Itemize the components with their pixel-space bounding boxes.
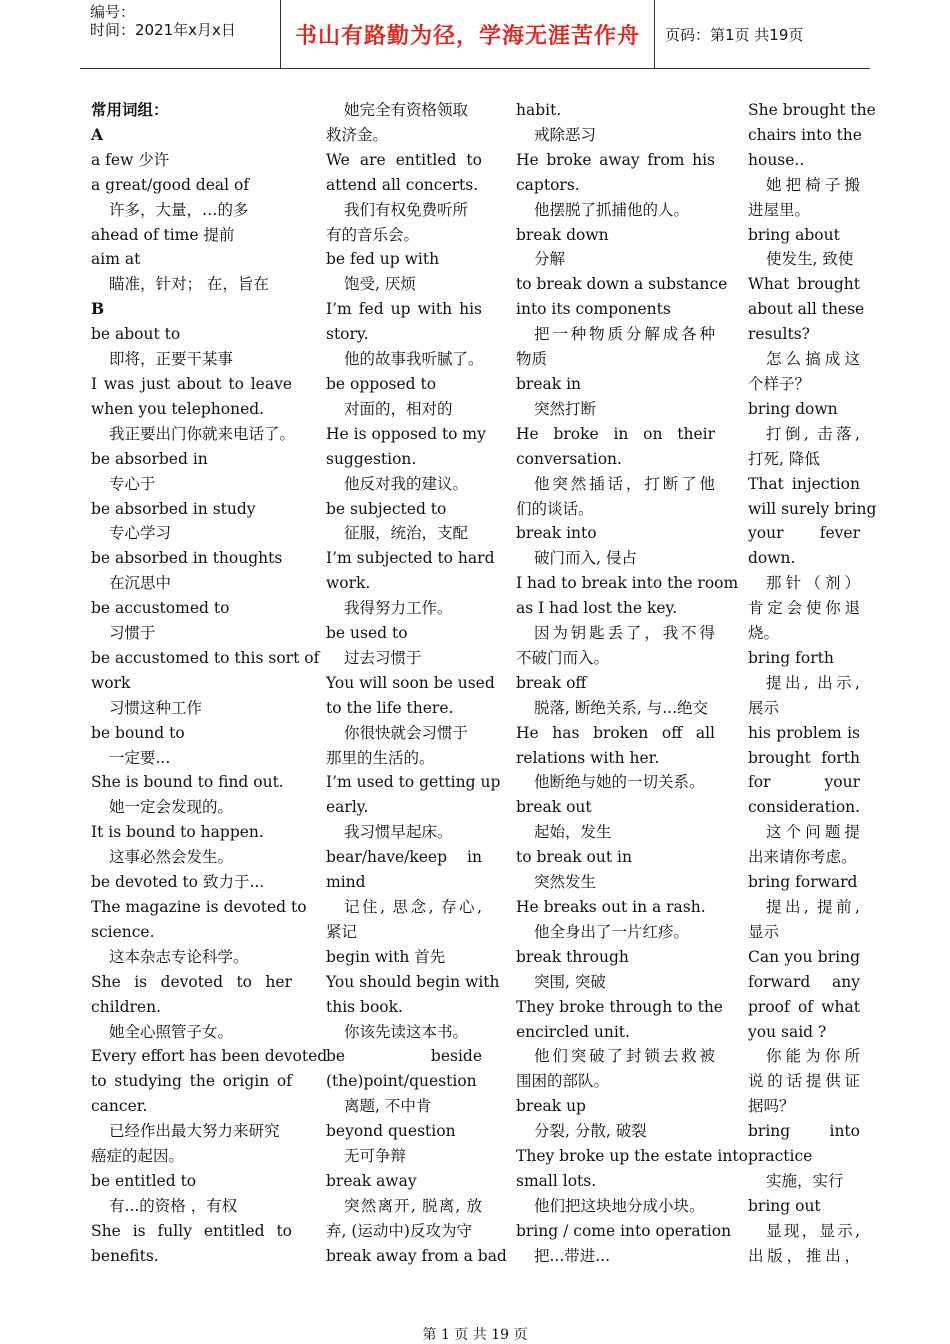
text-line: 突然离开, 脱离, 放 — [344, 1196, 482, 1215]
text-line: break up — [516, 1097, 586, 1116]
text-line: 我正要出门你就来电话了。 — [109, 424, 296, 443]
text-line: break out — [516, 798, 592, 817]
text-line: be bound to — [91, 723, 185, 742]
text-line: 那针（剂） — [766, 574, 860, 593]
text-line: encircled unit. — [516, 1022, 630, 1041]
text-line: work. — [326, 574, 371, 593]
text-line: He breaks out in a rash. — [516, 898, 706, 916]
text-line: 你能为你所 — [766, 1047, 860, 1066]
text-column-2 — [326, 98, 507, 1269]
page-footer: 第 1 页 共 19 页 — [422, 1327, 528, 1343]
text-line: down. — [748, 549, 796, 568]
text-line: 我得努力工作。 — [344, 599, 453, 618]
text-line: into its components — [516, 300, 671, 319]
text-line: 他摆脱了抓捕他的人。 — [534, 200, 690, 219]
text-line: You will soon be used — [326, 673, 495, 692]
text-line: bring forth — [748, 648, 834, 667]
text-line: a few 少许 — [91, 150, 170, 169]
text-line: You should begin with — [326, 972, 500, 991]
text-line: We are entitled to — [326, 150, 482, 169]
text-line: 她完全有资格领取 — [344, 101, 469, 119]
text-line: I’m fed up with his — [326, 300, 482, 319]
text-line: be opposed to — [326, 374, 437, 393]
text-line: 打死, 降低 — [748, 449, 820, 468]
text-line: 有的音乐会。 — [326, 225, 420, 244]
text-line: relations with her. — [516, 748, 660, 767]
header-meta — [80, 0, 281, 68]
text-line: She is fully entitled to — [91, 1221, 292, 1240]
text-line: break away from a bad — [326, 1246, 507, 1265]
text-line: 他全身出了一片红疹。 — [534, 922, 690, 941]
text-line: 提出, 提前, — [766, 898, 860, 916]
text-line: They broke up the estate into — [516, 1147, 748, 1166]
text-line: 过去习惯于 — [344, 648, 422, 667]
text-line: I had to break into the room — [516, 574, 739, 593]
text-line: be subjected to — [326, 499, 447, 518]
text-line: habit. — [516, 101, 562, 119]
text-line: 实施，实行 — [766, 1171, 844, 1190]
text-line: about all these — [748, 300, 865, 319]
text-line: break into — [516, 524, 597, 543]
text-line: He broke away from his — [516, 150, 715, 169]
text-line: be accustomed to this sort of — [91, 648, 320, 667]
text-line: be used to — [326, 624, 408, 643]
text-line: be accustomed to — [91, 599, 230, 618]
text-line: bring forward — [748, 873, 858, 892]
text-line: B — [91, 299, 105, 319]
text-line: mind — [326, 873, 366, 892]
text-line: A — [91, 124, 104, 144]
text-line: 一定要... — [109, 748, 171, 767]
text-line: 专心学习 — [109, 524, 172, 543]
text-line: begin with 首先 — [326, 947, 446, 966]
text-line: 怎么搞成这 — [766, 350, 860, 369]
text-line: They broke through to the — [516, 997, 723, 1016]
text-line: benefits. — [91, 1246, 159, 1265]
text-line: 他断绝与她的一切关系。 — [534, 773, 705, 792]
text-line: 这事必然会发生。 — [109, 848, 234, 867]
text-line: 突然发生 — [534, 873, 597, 892]
text-line: suggestion. — [326, 449, 417, 468]
text-line: attend all concerts. — [326, 175, 479, 194]
text-line: 癌症的起因。 — [91, 1147, 185, 1166]
text-line: will surely bring — [748, 499, 877, 518]
text-line: bring into — [748, 1122, 860, 1141]
text-line: to studying the origin of — [91, 1072, 292, 1091]
text-line: bring out — [748, 1196, 821, 1215]
text-line: 戒除恶习 — [534, 125, 597, 144]
text-line: story. — [326, 325, 369, 344]
text-line: you said ? — [748, 1022, 827, 1041]
text-line: 他们突破了封锁去救被 — [534, 1047, 715, 1066]
text-line: bring down — [748, 399, 838, 418]
text-line: 进屋里。 — [748, 200, 811, 219]
text-line: 分裂, 分散, 破裂 — [534, 1122, 647, 1141]
text-line: for your — [748, 773, 860, 792]
text-line: 许多，大量，…的多 — [109, 200, 249, 219]
text-line: break in — [516, 374, 582, 393]
text-line: be devoted to 致力于... — [91, 873, 265, 892]
text-line: a great/good deal of — [91, 175, 250, 194]
text-line: 她一定会发现的。 — [109, 798, 234, 817]
text-line: 他们把这块地分成小块。 — [534, 1196, 705, 1215]
text-line: That injection — [748, 474, 860, 493]
text-line: ahead of time 提前 — [91, 225, 235, 244]
text-line: 离题, 不中肯 — [344, 1097, 432, 1116]
text-line: 肯定会使你退 — [748, 599, 860, 618]
text-line: 常用词组： — [91, 100, 169, 119]
text-line: He has broken off all — [516, 723, 715, 742]
text-line: house.. — [748, 150, 805, 169]
text-line: 对面的，相对的 — [344, 399, 453, 418]
text-line: break off — [516, 673, 587, 692]
text-line: 他的故事我听腻了。 — [344, 350, 484, 369]
text-line: cancer. — [91, 1097, 148, 1116]
text-line: 个样子？ — [748, 374, 811, 393]
text-line: bring / come into operation — [516, 1221, 732, 1240]
text-line: 饱受, 厌烦 — [344, 275, 416, 294]
text-line: 提出, 出示, — [766, 673, 860, 692]
text-line: 把...带进... — [534, 1246, 611, 1265]
text-line: I’m subjected to hard — [326, 549, 495, 568]
text-line: 专心于 — [109, 474, 156, 493]
text-line: She is devoted to her — [91, 972, 292, 991]
text-line: 即将，正要干某事 — [109, 350, 234, 369]
text-line: I’m used to getting up — [326, 773, 501, 792]
text-line: 出版，推出， — [748, 1246, 860, 1265]
text-line: 打倒, 击落, — [766, 424, 860, 443]
text-line: to break out in — [516, 848, 632, 867]
text-line: break down — [516, 225, 609, 244]
text-column-3 — [516, 98, 748, 1269]
text-line: 救济金。 — [326, 125, 389, 144]
text-line: Can you bring — [748, 947, 860, 966]
text-line: 不破门而入。 — [516, 648, 610, 667]
text-line: 们的谈话。 — [516, 499, 594, 518]
text-line: He broke in on their — [516, 424, 715, 443]
text-line: 紧记 — [326, 922, 358, 941]
text-line: aim at — [91, 250, 141, 269]
text-line: 她把椅子搬 — [766, 175, 860, 194]
text-line: 这个问题提 — [766, 823, 860, 842]
text-line: She brought the — [748, 101, 876, 119]
text-line: 瞄准，针对； 在，旨在 — [109, 275, 269, 294]
text-line: It is bound to happen. — [91, 823, 264, 842]
text-line: 分解 — [534, 250, 566, 269]
text-line: break away — [326, 1171, 417, 1190]
text-line: be absorbed in — [91, 449, 208, 468]
text-line: beyond question — [326, 1122, 456, 1141]
text-line: 他突然插话，打断了他 — [534, 474, 715, 493]
text-line: science. — [91, 922, 155, 941]
text-line: results? — [748, 325, 810, 344]
text-line: 显示 — [748, 922, 780, 941]
text-line: 她全心照管子女。 — [109, 1022, 234, 1041]
text-line: 显现，显示, — [766, 1221, 860, 1240]
text-line: chairs into the — [748, 125, 862, 144]
text-line: bear/have/keep in — [326, 848, 482, 867]
text-line: work — [91, 673, 131, 692]
text-line: be fed up with — [326, 250, 440, 269]
text-column-4 — [748, 98, 877, 1269]
text-line: 因为钥匙丢了，我不得 — [534, 624, 715, 643]
text-line: forward any — [748, 972, 860, 991]
text-line: proof of what — [748, 997, 860, 1016]
text-line: 突然打断 — [534, 399, 597, 418]
text-line: brought forth — [748, 748, 860, 767]
text-line: be entitled to — [91, 1171, 197, 1190]
text-line: be beside — [326, 1047, 482, 1066]
text-line: 把一种物质分解成各种 — [534, 325, 715, 344]
text-line: 我们有权免费听所 — [344, 200, 469, 219]
text-line: 起始，发生 — [534, 823, 612, 842]
text-line: conversation. — [516, 449, 622, 468]
text-line: 征服，统治，支配 — [344, 524, 469, 543]
text-line: small lots. — [516, 1171, 597, 1190]
document-number-label: 编号： — [90, 3, 136, 21]
text-line: practice — [748, 1147, 813, 1166]
text-line: early. — [326, 798, 369, 817]
text-line: 你很快就会习惯于 — [344, 723, 469, 742]
text-line: consideration. — [748, 798, 861, 817]
text-line: 习惯这种工作 — [109, 698, 203, 717]
text-line: be absorbed in study — [91, 499, 256, 518]
text-line: 据吗？ — [748, 1097, 795, 1116]
text-line: 在沉思中 — [109, 574, 172, 593]
text-line: 弃, (运动中)反攻为守 — [326, 1221, 472, 1240]
text-line: I was just about to leave — [91, 374, 292, 393]
text-line: 围困的部队。 — [516, 1072, 610, 1091]
text-line: 使发生, 致使 — [766, 250, 854, 269]
page-header — [80, 0, 870, 69]
text-line: captors. — [516, 175, 580, 194]
text-line: his problem is — [748, 723, 860, 742]
text-line: 他反对我的建议。 — [344, 474, 469, 493]
text-line: when you telephoned. — [91, 399, 265, 418]
text-line: children. — [91, 997, 161, 1016]
text-line: 脱落, 断绝关系, 与...绝交 — [534, 698, 708, 717]
text-line: your fever — [748, 524, 860, 543]
text-line: break through — [516, 947, 629, 966]
text-line: He is opposed to my — [326, 424, 486, 443]
text-line: to the life there. — [326, 698, 454, 717]
text-line: 这本杂志专论科学。 — [109, 947, 249, 966]
text-line: What brought — [748, 275, 860, 294]
header-motto: 书山有路勤为径，学海无涯苦作舟 — [281, 0, 655, 68]
text-line: 习惯于 — [109, 624, 156, 643]
text-line: 展示 — [748, 698, 780, 717]
document-time-label: 时间：2021年x月x日 — [90, 21, 236, 39]
text-line: 记住, 思念, 存心, — [344, 898, 482, 916]
text-line: 出来请你考虑。 — [748, 848, 857, 867]
text-line: 已经作出最大努力来研究 — [109, 1122, 280, 1141]
text-line: 无可争辩 — [344, 1147, 407, 1166]
text-line: as I had lost the key. — [516, 599, 678, 618]
text-line: be absorbed in thoughts — [91, 549, 283, 568]
text-column-1 — [91, 98, 328, 1269]
header-page-info: 页码：第1页 共19页 — [665, 25, 804, 44]
text-line: She is bound to find out. — [91, 773, 284, 792]
text-line: 你该先读这本书。 — [344, 1022, 469, 1041]
text-line: The magazine is devoted to — [91, 898, 307, 916]
text-line: (the)point/question — [326, 1072, 477, 1091]
text-line: 破门而入, 侵占 — [534, 549, 637, 568]
text-line: to break down a substance — [516, 275, 728, 294]
text-line: 说的话提供证 — [748, 1072, 860, 1091]
text-line: 那里的生活的。 — [326, 748, 435, 767]
text-line: 烧。 — [748, 624, 780, 643]
text-line: 我习惯早起床。 — [344, 823, 453, 842]
text-line: 物质 — [516, 350, 548, 369]
text-line: Every effort has been devoted — [91, 1047, 328, 1066]
text-line: be about to — [91, 325, 181, 344]
text-line: bring about — [748, 225, 840, 244]
text-line: this book. — [326, 997, 403, 1016]
text-line: 突围, 突破 — [534, 972, 606, 991]
text-line: 有...的资格 ，有权 — [109, 1196, 238, 1215]
